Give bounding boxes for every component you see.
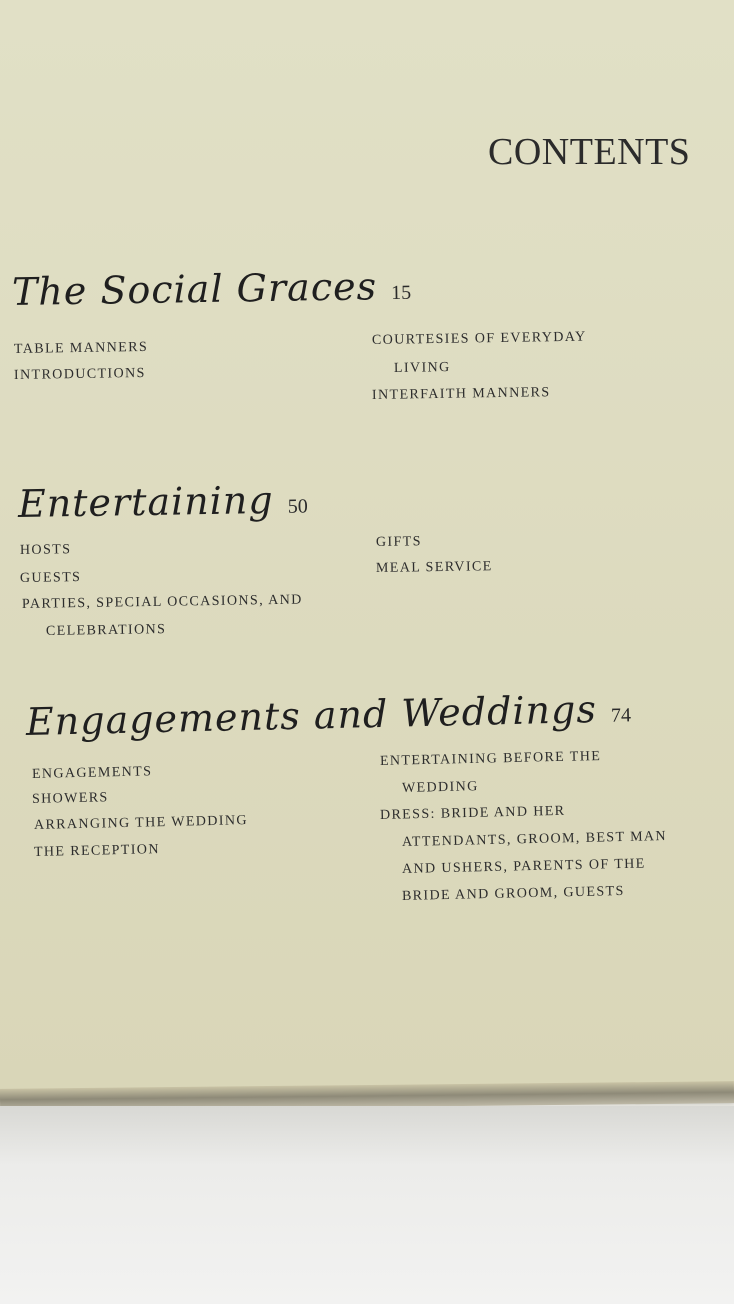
toc-item: BRIDE AND GROOM, GUESTS (401, 883, 625, 904)
toc-item: LIVING (393, 360, 451, 376)
toc-item: INTRODUCTIONS (13, 365, 146, 383)
toc-item: WEDDING (401, 779, 479, 796)
section-page-number: 50 (287, 495, 308, 518)
toc-item: GUESTS (19, 570, 82, 586)
toc-item: SHOWERS (31, 790, 109, 807)
toc-item: MEAL SERVICE (375, 559, 493, 576)
toc-item: CELEBRATIONS (45, 622, 167, 639)
section-heading: Engagements and Weddings (25, 687, 598, 744)
section-page-number: 15 (390, 281, 412, 305)
toc-item: DRESS: BRIDE AND HER (379, 803, 566, 823)
section-social-graces (12, 264, 412, 314)
toc-item: ENGAGEMENTS (31, 764, 153, 782)
toc-item: GIFTS (375, 534, 423, 550)
toc-item: ATTENDANTS, GROOM, BEST MAN (401, 828, 668, 850)
toc-item: COURTESIES OF EVERYDAY (371, 329, 587, 348)
toc-item: ENTERTAINING BEFORE THE (379, 748, 602, 769)
page-title: CONTENTS (488, 131, 691, 173)
section-page-number: 74 (610, 704, 632, 727)
toc-item: INTERFAITH MANNERS (371, 385, 551, 403)
toc-item: PARTIES, SPECIAL OCCASIONS, AND (21, 592, 303, 612)
toc-item: TABLE MANNERS (13, 339, 149, 357)
section-heading: The Social Graces (11, 264, 378, 314)
toc-item: THE RECEPTION (33, 842, 161, 860)
section-entertaining (18, 477, 308, 526)
toc-item: HOSTS (19, 542, 72, 558)
background-surface (0, 1106, 734, 1304)
toc-item: ARRANGING THE WEDDING (33, 813, 249, 833)
toc-item: AND USHERS, PARENTS OF THE (401, 856, 646, 877)
section-heading: Entertaining (17, 477, 274, 526)
